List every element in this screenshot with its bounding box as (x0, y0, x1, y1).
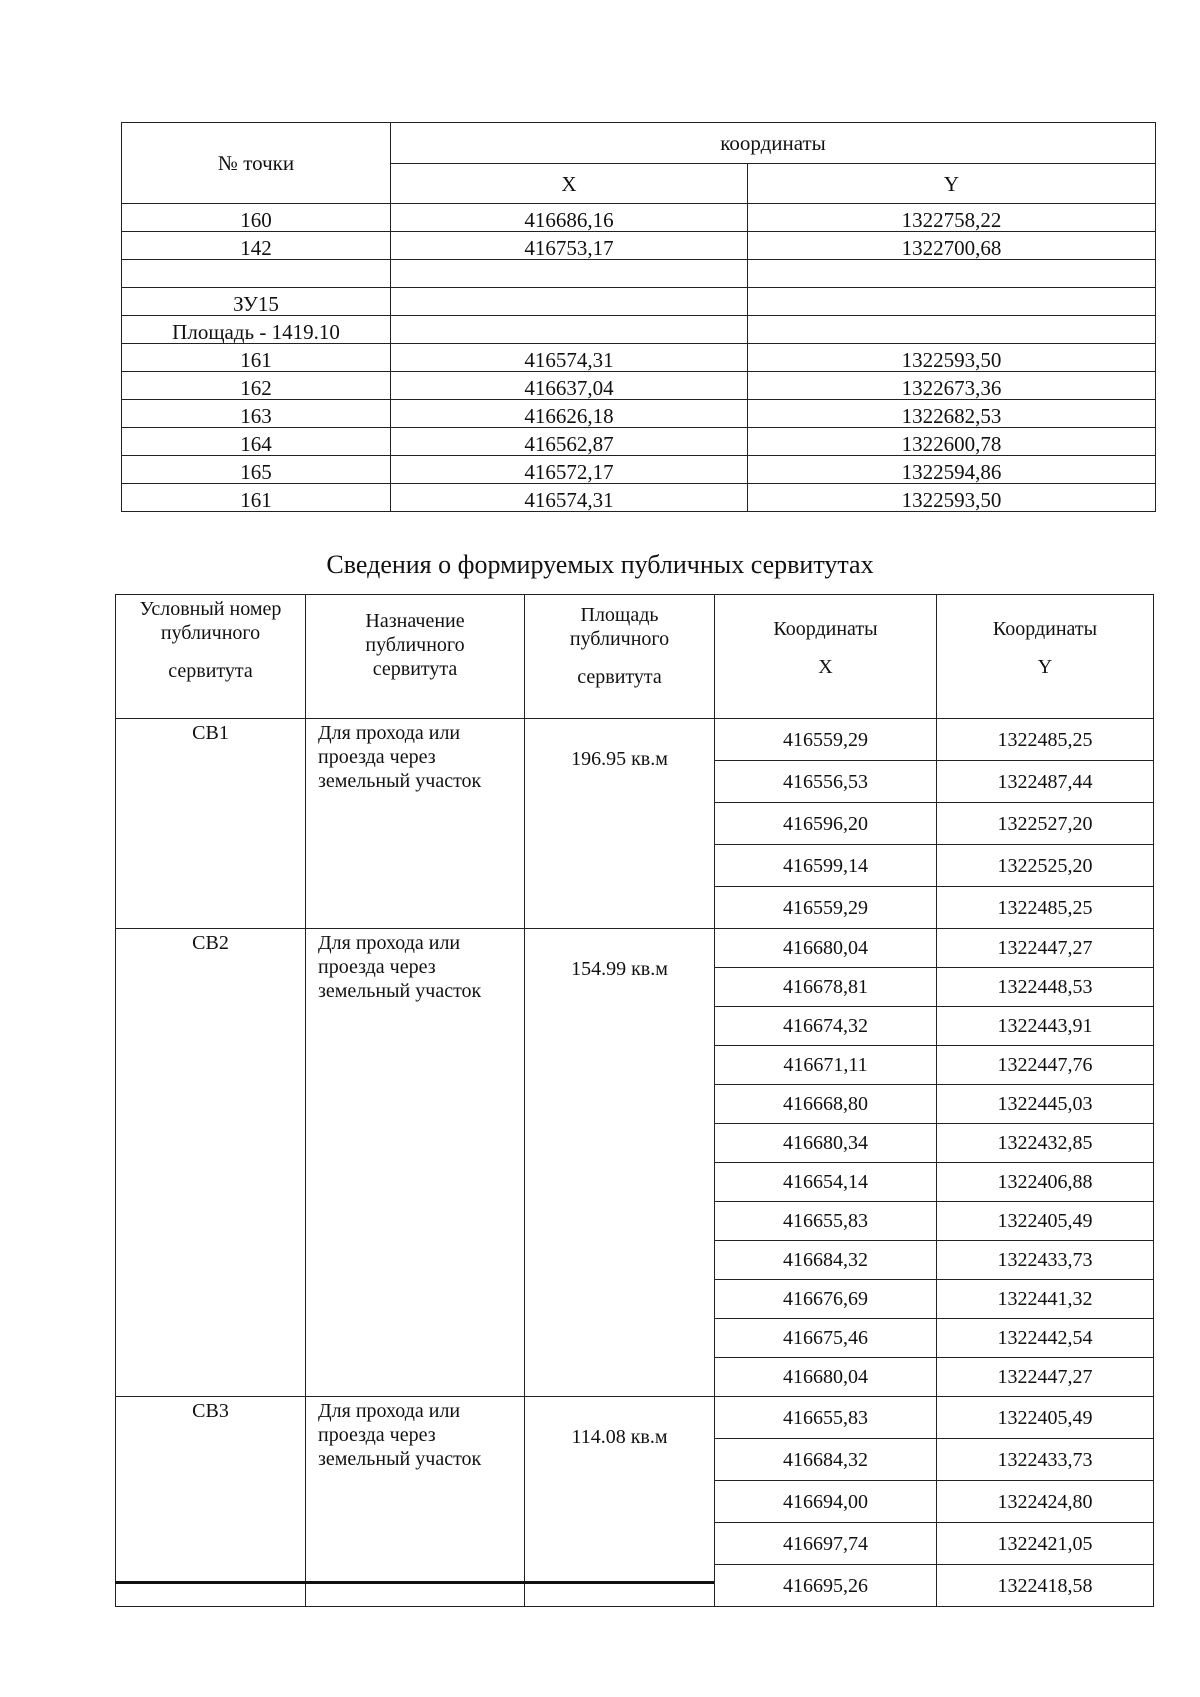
y-value: 1322433,73 (937, 1439, 1154, 1481)
table-row (122, 344, 1156, 372)
servitude-area: 196.95 кв.м (525, 719, 715, 929)
x-value (391, 288, 748, 316)
table-row (122, 456, 1156, 484)
coordinate-y-header (937, 595, 1154, 719)
x-value: 416695,26 (715, 1565, 937, 1607)
header-line: Y (1037, 656, 1053, 678)
x-value: 416655,83 (715, 1202, 937, 1241)
header-line: Координаты (773, 618, 878, 640)
x-value: 416680,04 (715, 929, 937, 968)
servitude-area: 154.99 кв.м (525, 929, 715, 1397)
header-line: Назначение (365, 610, 465, 632)
point-number-header: № точки (122, 123, 391, 204)
servitude-area-header (525, 595, 715, 719)
y-value: 1322487,44 (937, 761, 1154, 803)
y-value: 1322700,68 (748, 232, 1156, 260)
x-value: 416596,20 (715, 803, 937, 845)
y-value: 1322418,58 (937, 1565, 1154, 1607)
servitude-number: СВ1 (116, 719, 306, 929)
x-value: 416680,34 (715, 1124, 937, 1163)
y-value: 1322594,86 (748, 456, 1156, 484)
servitude-purpose (306, 719, 525, 929)
y-header: Y (748, 164, 1156, 204)
servitude-group-sv3 (116, 1397, 1154, 1607)
y-value: 1322682,53 (748, 400, 1156, 428)
purpose-line: Для прохода или (318, 722, 461, 744)
y-value: 1322405,49 (937, 1202, 1154, 1241)
table-row (116, 929, 1154, 968)
x-value: 416574,31 (391, 344, 748, 372)
point-label: 161 (122, 484, 391, 512)
x-value: 416753,17 (391, 232, 748, 260)
table-row (122, 204, 1156, 232)
servitude-purpose (306, 929, 525, 1397)
header-line: публичного (569, 628, 670, 650)
servitudes-section-title: Сведения о формируемых публичных сервитутах (326, 550, 874, 579)
coordinate-x-header (715, 595, 937, 719)
header-line: Условный номер (139, 598, 282, 620)
table-row (122, 484, 1156, 512)
table-row (116, 719, 1154, 761)
point-label (122, 260, 391, 288)
servitude-group-sv2 (116, 929, 1154, 1397)
header-line: X (818, 656, 833, 678)
x-value: 416684,32 (715, 1241, 937, 1280)
point-label: 164 (122, 428, 391, 456)
x-value: 416572,17 (391, 456, 748, 484)
x-value: 416655,83 (715, 1397, 937, 1439)
servitude-area: 114.08 кв.м (525, 1397, 715, 1607)
y-value: 1322433,73 (937, 1241, 1154, 1280)
y-value: 1322673,36 (748, 372, 1156, 400)
x-value: 416674,32 (715, 1007, 937, 1046)
y-value: 1322442,54 (937, 1319, 1154, 1358)
y-value: 1322424,80 (937, 1481, 1154, 1523)
x-value: 416574,31 (391, 484, 748, 512)
table-row (116, 1397, 1154, 1439)
coordinates-header: координаты (391, 123, 1156, 164)
y-value: 1322758,22 (748, 204, 1156, 232)
purpose-line: проезда через (318, 1424, 436, 1446)
y-value: 1322593,50 (748, 344, 1156, 372)
points-coordinates-table (121, 122, 1156, 512)
point-label: 142 (122, 232, 391, 260)
table-row (122, 428, 1156, 456)
header-line: Площадь (580, 604, 659, 626)
servitude-group-sv1 (116, 719, 1154, 929)
table-bottom-rule (115, 1581, 714, 1584)
purpose-line: Для прохода или (318, 1400, 461, 1422)
servitude-number: СВ3 (116, 1397, 306, 1607)
x-value: 416676,69 (715, 1280, 937, 1319)
y-value: 1322485,25 (937, 719, 1154, 761)
purpose-line: проезда через (318, 746, 436, 768)
table-row (122, 316, 1156, 344)
x-value: 416626,18 (391, 400, 748, 428)
x-value: 416668,80 (715, 1085, 937, 1124)
header-line: сервитута (168, 660, 253, 682)
header-line: сервитута (577, 666, 662, 688)
y-value: 1322525,20 (937, 845, 1154, 887)
servitude-purpose-header (306, 595, 525, 719)
y-value: 1322447,27 (937, 929, 1154, 968)
y-value: 1322405,49 (937, 1397, 1154, 1439)
table-row (122, 288, 1156, 316)
y-value: 1322447,27 (937, 1358, 1154, 1397)
point-label: 163 (122, 400, 391, 428)
servitude-purpose (306, 1397, 525, 1607)
y-value: 1322432,85 (937, 1124, 1154, 1163)
purpose-line: Для прохода или (318, 932, 461, 954)
servitude-number: СВ2 (116, 929, 306, 1397)
x-value: 416556,53 (715, 761, 937, 803)
x-value: 416678,81 (715, 968, 937, 1007)
y-value: 1322448,53 (937, 968, 1154, 1007)
x-value (391, 260, 748, 288)
y-value: 1322447,76 (937, 1046, 1154, 1085)
servitudes-table (115, 594, 1154, 1607)
x-value: 416562,87 (391, 428, 748, 456)
header-line: публичного (365, 634, 465, 656)
purpose-line: земельный участок (318, 770, 482, 792)
purpose-line: проезда через (318, 956, 436, 978)
table-row (122, 372, 1156, 400)
point-label: 161 (122, 344, 391, 372)
point-label: 165 (122, 456, 391, 484)
y-value: 1322443,91 (937, 1007, 1154, 1046)
y-value (748, 260, 1156, 288)
x-value: 416694,00 (715, 1481, 937, 1523)
table-row (122, 400, 1156, 428)
header-line: публичного (160, 622, 261, 644)
x-value: 416599,14 (715, 845, 937, 887)
x-value (391, 316, 748, 344)
y-value: 1322527,20 (937, 803, 1154, 845)
x-value: 416559,29 (715, 887, 937, 929)
x-value: 416697,74 (715, 1523, 937, 1565)
y-value (748, 288, 1156, 316)
x-value: 416559,29 (715, 719, 937, 761)
y-value: 1322485,25 (937, 887, 1154, 929)
x-value: 416686,16 (391, 204, 748, 232)
y-value: 1322441,32 (937, 1280, 1154, 1319)
point-label: ЗУ15 (122, 288, 391, 316)
header-line: Координаты (992, 618, 1098, 640)
x-header: X (391, 164, 748, 204)
purpose-line: земельный участок (318, 1448, 482, 1470)
purpose-line: земельный участок (318, 980, 482, 1002)
x-value: 416654,14 (715, 1163, 937, 1202)
x-value: 416675,46 (715, 1319, 937, 1358)
point-label: Площадь - 1419.10 (122, 316, 391, 344)
y-value: 1322406,88 (937, 1163, 1154, 1202)
y-value (748, 316, 1156, 344)
y-value: 1322593,50 (748, 484, 1156, 512)
x-value: 416680,04 (715, 1358, 937, 1397)
servitude-number-header (116, 595, 306, 719)
x-value: 416637,04 (391, 372, 748, 400)
y-value: 1322445,03 (937, 1085, 1154, 1124)
x-value: 416671,11 (715, 1046, 937, 1085)
table-row (122, 260, 1156, 288)
point-label: 160 (122, 204, 391, 232)
point-label: 162 (122, 372, 391, 400)
header-line: сервитута (372, 658, 458, 680)
y-value: 1322600,78 (748, 428, 1156, 456)
y-value: 1322421,05 (937, 1523, 1154, 1565)
table-row (122, 232, 1156, 260)
x-value: 416684,32 (715, 1439, 937, 1481)
